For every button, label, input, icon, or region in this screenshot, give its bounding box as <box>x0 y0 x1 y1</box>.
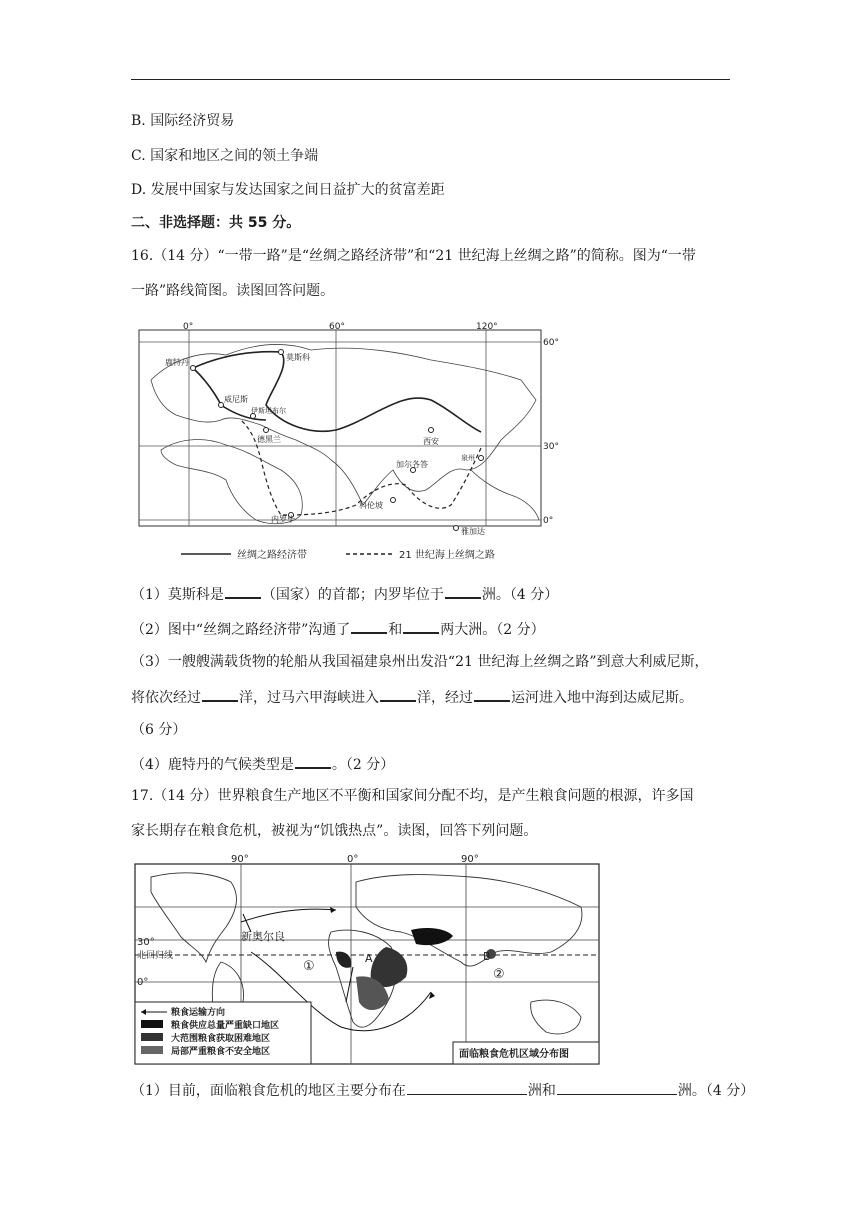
q16-sub2-b: 和 <box>388 622 403 638</box>
header-rule <box>131 79 730 80</box>
option-d: D. 发展中国家与发达国家之间日益扩大的贫富差距 <box>131 182 445 198</box>
place-kolkata: 加尔各答 <box>396 460 428 469</box>
place-venice: 威尼斯 <box>224 395 248 404</box>
answer-blank[interactable] <box>202 686 238 702</box>
option-b: B. 国际经济贸易 <box>131 113 235 129</box>
lat-label-0: 0° <box>543 516 554 526</box>
place-colombo: 科伦坡 <box>359 501 383 510</box>
answer-blank[interactable] <box>351 618 387 634</box>
q16-sub1-b: （国家）的首都；内罗毕位于 <box>261 587 444 603</box>
q16-sub3-a: 将依次经过 <box>131 690 201 706</box>
lon-label-120: 120° <box>476 322 498 332</box>
answer-blank[interactable] <box>225 583 261 599</box>
answer-blank[interactable] <box>403 618 439 634</box>
answer-blank[interactable] <box>557 1080 677 1095</box>
q17-sub1-c: 洲。（4 分） <box>677 1083 755 1099</box>
q16-sub4 <box>131 753 394 775</box>
answer-blank[interactable] <box>474 686 510 702</box>
lat-label-30: 30° <box>543 442 559 452</box>
answer-blank[interactable] <box>380 686 416 702</box>
lat-label-0: 0° <box>137 977 149 988</box>
legend-silk-road-belt: 丝绸之路经济带 <box>237 550 307 561</box>
section-title: 二、非选择题：共 55 分。 <box>131 215 301 231</box>
q16-sub2-c: 两大洲。（2 分） <box>440 622 545 638</box>
legend-transport: 粮食运输方向 <box>171 1008 226 1018</box>
q17-sub1-a: （1）目前，面临粮食危机的地区主要分布在 <box>131 1083 406 1099</box>
q16-sub2-a: （2）图中“丝绸之路经济带”沟通了 <box>131 622 351 638</box>
q16-sub3-b: 洋，过马六甲海峡进入 <box>239 690 379 706</box>
lon-label-90w: 90° <box>231 854 249 865</box>
place-moscow: 莫斯科 <box>286 353 310 362</box>
answer-blank[interactable] <box>295 753 331 769</box>
mark-2: ② <box>493 967 505 982</box>
legend-maritime-road: 21 世纪海上丝绸之路 <box>399 550 495 561</box>
q17-intro-1: 17.（14 分）世界粮食生产地区不平衡和国家间分配不均，是产生粮食问题的根源，许多国 <box>131 788 694 804</box>
place-jakarta: 雅加达 <box>461 527 485 536</box>
place-new-orleans: 新奥尔良 <box>241 930 285 943</box>
mark-a: A <box>365 952 373 965</box>
food-crisis-map <box>131 852 601 1067</box>
q16-sub1-a: （1）莫斯科是 <box>131 587 224 603</box>
answer-blank[interactable] <box>445 583 481 599</box>
q16-sub3-line1: （3）一艘艘满载货物的轮船从我国福建泉州出发沿“21 世纪海上丝绸之路”到意大利威尼斯， <box>131 654 709 670</box>
legend-severe-gap: 粮食供应总量严重缺口地区 <box>171 1021 280 1031</box>
lat-label-60: 60° <box>543 338 559 348</box>
mark-b: B <box>483 950 491 963</box>
place-istanbul: 伊斯坦布尔 <box>251 407 286 415</box>
q16-sub1-c: 洲。（4 分） <box>481 587 559 603</box>
q17-sub1 <box>131 1080 754 1101</box>
q16-sub2 <box>131 618 545 640</box>
q16-sub3-line2 <box>131 686 693 708</box>
legend-local: 局部严重粮食不安全地区 <box>171 1047 271 1057</box>
q16-sub3-line3: （6 分） <box>131 722 187 738</box>
place-tehran: 德黑兰 <box>257 435 281 444</box>
lon-label-0: 0° <box>183 322 194 332</box>
q16-intro-1: 16.（14 分）“一带一路”是“丝绸之路经济带”和“21 世纪海上丝绸之路”的简称。图为“一带 <box>131 248 696 264</box>
tropic-label: 北回归线 <box>137 951 174 961</box>
q17-intro-2: 家长期存在粮食危机，被视为“饥饿热点”。读图，回答下列问题。 <box>131 823 538 839</box>
place-quanzhou: 泉州 <box>461 454 475 462</box>
lat-label-30: 30° <box>137 937 155 948</box>
q16-sub3-d: 运河进入地中海到达威尼斯。 <box>511 690 693 706</box>
belt-road-map <box>131 320 561 570</box>
lon-label-90e: 90° <box>461 854 479 865</box>
lon-label-0: 0° <box>347 854 359 865</box>
legend-widespread: 大范围粮食获取困难地区 <box>171 1034 271 1044</box>
q16-sub4-a: （4）鹿特丹的气候类型是 <box>131 757 294 773</box>
q16-sub4-b: 。（2 分） <box>331 757 395 773</box>
place-nairobi: 内罗毕 <box>271 515 295 524</box>
q16-sub3-c: 洋，经过 <box>417 690 473 706</box>
map-caption: 面临粮食危机区域分布图 <box>459 1049 569 1060</box>
q16-intro-2: 一路”路线简图。读图回答问题。 <box>131 283 335 299</box>
q17-sub1-b: 洲和 <box>527 1083 556 1099</box>
q16-sub1 <box>131 583 558 605</box>
mark-1: ① <box>303 959 315 974</box>
place-rotterdam: 鹿特丹 <box>165 358 189 367</box>
place-xian: 西安 <box>423 437 439 446</box>
option-c: C. 国家和地区之间的领土争端 <box>131 148 319 164</box>
answer-blank[interactable] <box>407 1080 527 1095</box>
lon-label-60: 60° <box>329 322 345 332</box>
